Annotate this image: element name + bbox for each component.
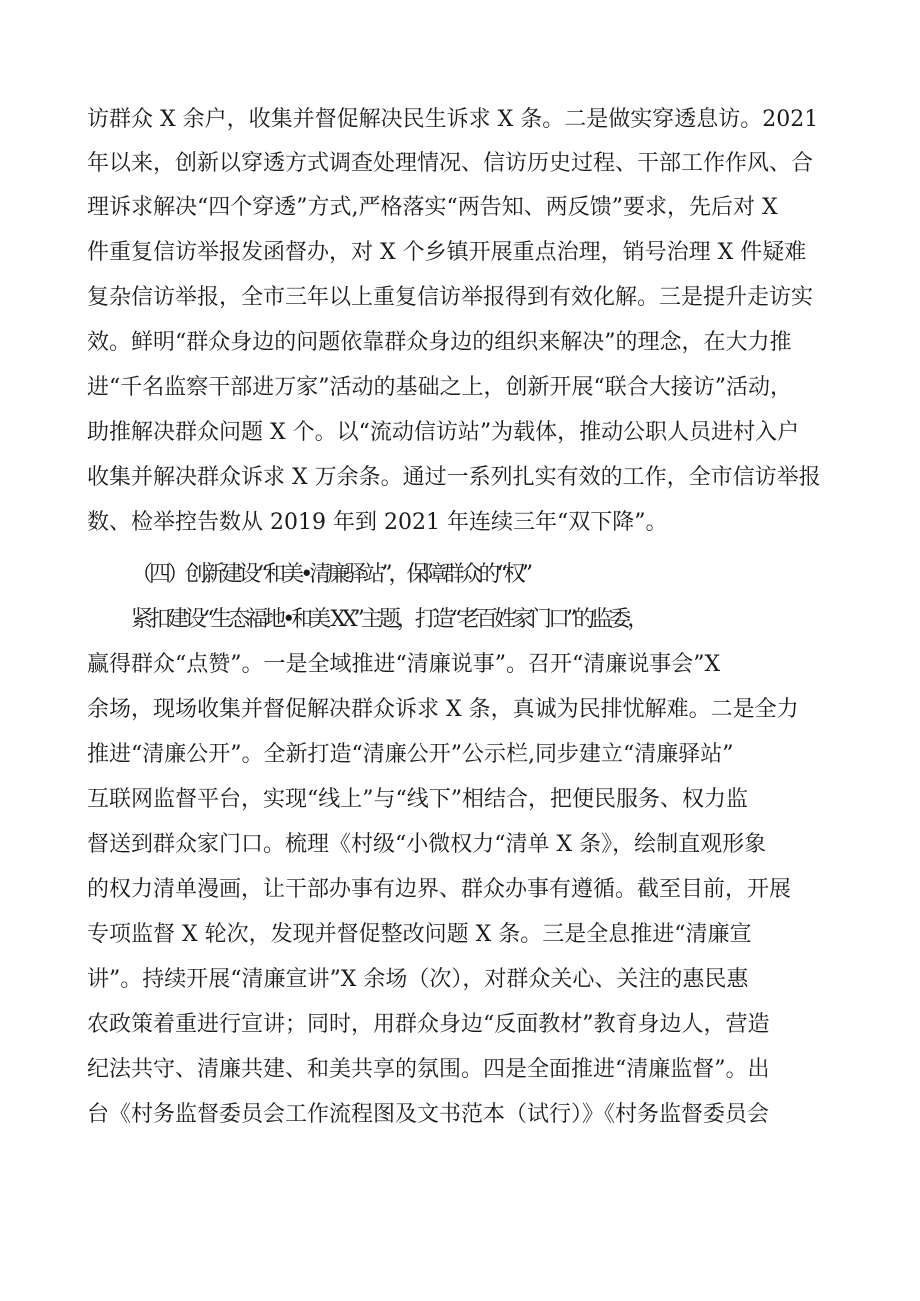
paragraph-line: 台《村务监督委员会工作流程图及文书范本（试行）》《村务监督委员会 [87,1102,770,1127]
paragraph-line: 助推解决群众问题 X 个。以“流动信访站”为载体，推动公职人员进村入户 [87,420,800,445]
paragraph-line: 数、检举控告数从 2019 年到 2021 年连续三年“双下降”。 [87,510,668,535]
paragraph-line: 收集并解决群众诉求 X 万余条。通过一系列扎实有效的工作，全市信访举报 [87,465,821,490]
paragraph-line: 复杂信访举报，全市三年以上重复信访举报得到有效化解。三是提升走访实 [87,285,814,310]
paragraph-line: 专项监督 X 轮次，发现并督促整改问题 X 条。三是全息推进“清廉宣 [87,922,752,947]
paragraph-line: 的权力清单漫画，让干部办事有边界、群众办事有遵循。截至目前，开展 [87,877,792,902]
paragraph-line: 访群众 X 余户，收集并督促解决民生诉求 X 条。二是做实穿透息访。2021 [87,107,819,132]
paragraph-line: 互联网监督平台，实现“线上”与“线下”相结合，把便民服务、权力监 [87,787,748,812]
paragraph-line: 件重复信访举报发函督办，对 X 个乡镇开展重点治理，销号治理 X 件疑难 [87,240,807,265]
paragraph-line: 理诉求解决“四个穿透”方式,严格落实“两告知、两反馈”要求，先后对 X [87,195,778,220]
paragraph-line: 效。鲜明“群众身边的问题依靠群众身边的组织来解决”的理念，在大力推 [87,330,792,355]
paragraph-line: 进“千名监察干部进万家”活动的基础之上，创新开展“联合大接访”活动， [87,375,792,400]
paragraph-line: 农政策着重进行宣讲；同时，用群众身边“反面教材”教育身边人，营造 [87,1012,770,1037]
paragraph-line: 讲”。持续开展“清廉宣讲”X 余场（次），对群众关心、关注的惠民惠 [87,967,749,992]
paragraph-line: 赢得群众“点赞”。一是全域推进“清廉说事”。召开“清廉说事会”X [87,652,721,677]
paragraph-line: 余场，现场收集并督促解决群众诉求 X 条，真诚为民排忧解难。二是全力 [87,697,799,722]
paragraph-line: 督送到群众家门口。梳理《村级“小微权力“清单 X 条》，绘制直观形象 [87,832,767,857]
section-heading: （四）创新建设“和美•清廉驿站”，保障群众的“权” [131,562,529,587]
paragraph-line: 推进“清廉公开”。全新打造“清廉公开”公示栏,同步建立“清廉驿站” [87,742,734,767]
paragraph-line: 紧扣建设“生态福地•和美 XX”主题，打造“老百姓家门口”的监委， [131,607,646,632]
paragraph-line: 纪法共守、清廉共建、和美共享的氛围。四是全面推进“清廉监督”。出 [87,1057,770,1082]
paragraph-line: 年以来，创新以穿透方式调查处理情况、信访历史过程、干部工作作风、合 [87,151,814,176]
